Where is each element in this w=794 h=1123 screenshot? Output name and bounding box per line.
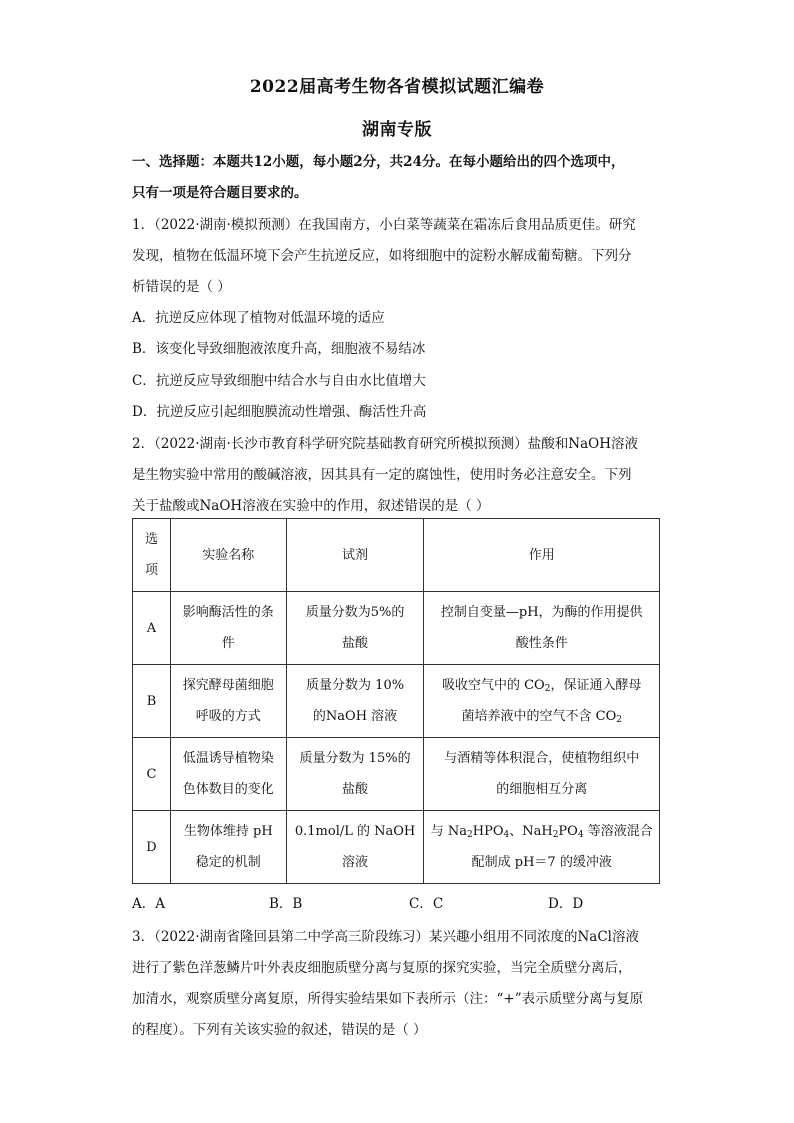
document-title: 2022届高考生物各省模拟试题汇编卷 <box>249 77 545 97</box>
q2-table <box>132 518 660 884</box>
q2-row-a-option: A <box>133 592 171 665</box>
q2-row-a-role: 控制自变量—pH，为酶的作用提供 酸性条件 <box>424 592 660 665</box>
q2-answer-d: D．D <box>548 896 584 912</box>
q2-table-header-row <box>133 519 660 592</box>
q2-header-experiment: 实验名称 <box>170 519 286 592</box>
q1-stem-line-3: 析错误的是（ ） <box>132 279 231 295</box>
q2-header-option: 选 项 <box>133 519 171 592</box>
q2-row-c-option: C <box>133 738 171 811</box>
q1-option-c: C．抗逆反应导致细胞中结合水与自由水比值增大 <box>132 373 426 389</box>
q2-row-d-name: 生物体维持 pH 稳定的机制 <box>170 811 286 884</box>
q1-option-d: D．抗逆反应引起细胞膜流动性增强、酶活性升高 <box>132 404 427 420</box>
q2-header-reagent: 试剂 <box>286 519 424 592</box>
q2-row-d-role: 与 $Na_2HPO_4$、$NaH_2PO_4$ 等溶液混合 配制成 pH＝7 的缓冲液 <box>424 811 660 884</box>
q2-row-b-role: 吸收空气中的 $CO_2$，保证通入酵母 菌培养液中的空气不含 $CO_2$ <box>424 665 660 738</box>
q3-stem-line-2: 进行了紫色洋葱鳞片叶外表皮细胞质壁分离与复原的探究实验，当完全质壁分离后， <box>132 960 632 976</box>
q2-answer-b: B．B <box>269 896 303 912</box>
q3-stem-line-4: 的程度）。下列有关该实验的叙述，错误的是（ ） <box>132 1022 427 1038</box>
q2-row-b-name: 探究酵母菌细胞 呼吸的方式 <box>170 665 286 738</box>
q2-row-b-reagent: 质量分数为 10% 的NaOH 溶液 <box>286 665 424 738</box>
q2-row-d-reagent: 0.1mol/L 的 NaOH 溶液 <box>286 811 424 884</box>
q1-stem-line-2: 发现，植物在低温环境下会产生抗逆反应，如将细胞中的淀粉水解成葡萄糖。下列分 <box>132 248 632 264</box>
q2-row-c-name: 低温诱导植物染 色体数目的变化 <box>170 738 286 811</box>
q2-row-a-reagent: 质量分数为5%的 盐酸 <box>286 592 424 665</box>
q2-header-role: 作用 <box>424 519 660 592</box>
q2-row-c-role: 与酒精等体积混合，使植物组织中 的细胞相互分离 <box>424 738 660 811</box>
document-subtitle: 湖南专版 <box>362 120 432 140</box>
table-row <box>133 665 660 738</box>
section-heading-line-1: 一、选择题：本题共12小题，每小题2分，共24分。在每小题给出的四个选项中， <box>132 154 625 170</box>
section-heading-line-2: 只有一项是符合题目要求的。 <box>132 185 308 201</box>
q3-stem-line-1: 3．（2022·湖南省隆回县第二中学高三阶段练习）某兴趣小组用不同浓度的NaCl溶液 <box>132 929 639 945</box>
table-row <box>133 592 660 665</box>
table-row <box>133 811 660 884</box>
q1-option-b: B．该变化导致细胞液浓度升高，细胞液不易结冰 <box>132 341 426 357</box>
table-row <box>133 738 660 811</box>
q2-answer-c: C．C <box>409 896 444 912</box>
q2-stem-line-1: 2．（2022·湖南·长沙市教育科学研究院基础教育研究所模拟预测）盐酸和NaOH溶液 <box>132 436 638 452</box>
q1-stem-line-1: 1．（2022·湖南·模拟预测）在我国南方，小白菜等蔬菜在霜冻后食用品质更佳。研究 <box>132 217 636 233</box>
q2-row-d-option: D <box>133 811 171 884</box>
q2-stem-line-2: 是生物实验中常用的酸碱溶液，因其具有一定的腐蚀性，使用时务必注意安全。下列 <box>132 467 632 483</box>
q3-stem-line-3: 加清水，观察质壁分离复原，所得实验结果如下表所示（注：“+”表示质壁分离与复原 <box>132 991 644 1007</box>
q2-row-c-reagent: 质量分数为 15%的 盐酸 <box>286 738 424 811</box>
q2-row-a-name: 影响酶活性的条 件 <box>170 592 286 665</box>
q1-option-a: A．抗逆反应体现了植物对低温环境的适应 <box>132 310 385 326</box>
q2-row-b-option: B <box>133 665 171 738</box>
q2-answer-a: A．A <box>132 896 165 912</box>
q2-stem-line-3: 关于盐酸或NaOH溶液在实验中的作用，叙述错误的是（ ） <box>132 498 490 514</box>
